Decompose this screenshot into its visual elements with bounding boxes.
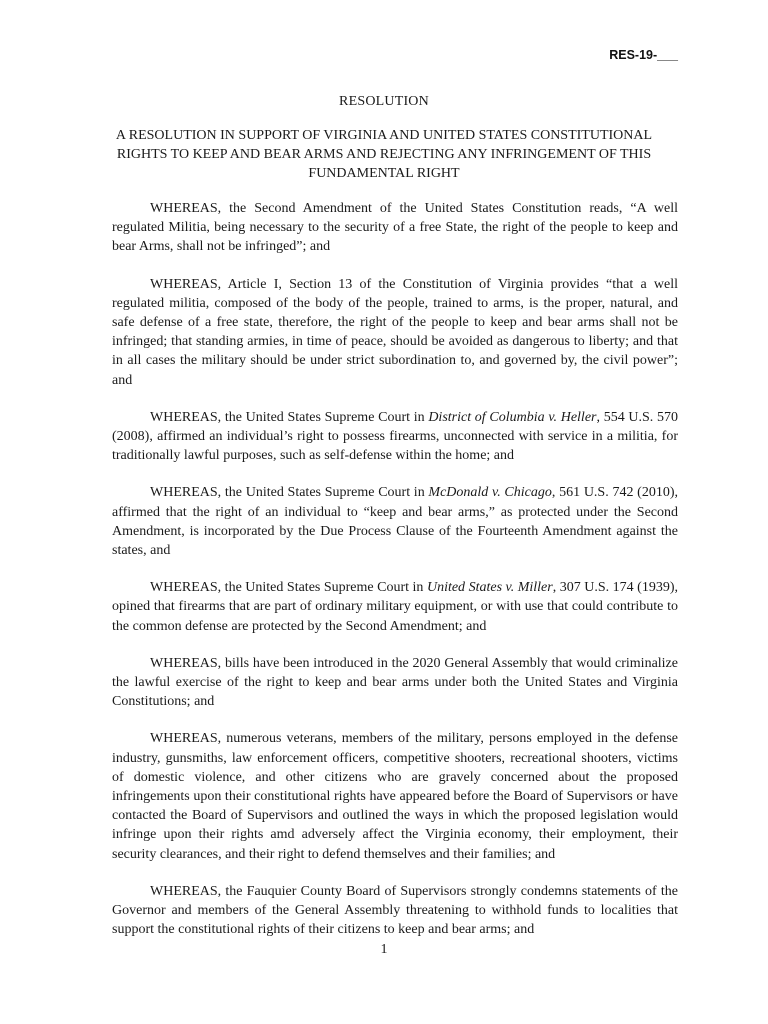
whereas-paragraph-2: WHEREAS, Article I, Section 13 of the Constitution of Virginia provides “that a well regulated militia, composed of the body of the people, trained to arms, is the proper, natural, and safe defense of a free state, therefore, the right of the people to keep and bear arms shall not be infringed; that standing armies, in time of peace, should be avoided as dangerous to liberty; and that in all cases the military should be under strict subordination to, and governed by, the civil power”; and <box>112 276 678 388</box>
paragraph-text: WHEREAS, the United States Supreme Court in <box>150 580 427 596</box>
paragraph-text: , 561 U.S. 742 (2010), affirmed that the right of an individual to “keep and bear arms,” as protected under the Second Amendment, is incorporated by the Due Process Clause of the Fourteenth Amendment against the states, and <box>112 485 678 559</box>
paragraph-text: , 307 U.S. 174 (1939), opined that firearms that are part of ordinary military equipment, or with use that could contribute to the common defense are protected by the Second Amendment; and <box>112 580 678 634</box>
whereas-paragraph-7: WHEREAS, numerous veterans, members of the military, persons employed in the defense industry, gunsmiths, law enforcement officers, competitive shooters, recreational shooters, victims of domestic violence, and other citizens who are gravely concerned about the proposed infringements upon their constitutional rights have appeared before the Board of Supervisors or have contacted the Board of Supervisors and outlined the ways in which the proposed legislation would infringe upon their rights amd adversely affect the Virginia economy, their employment, their security clearances, and their right to defend themselves and their families; and <box>112 731 678 862</box>
paragraph-text: , 554 U.S. 570 (2008), affirmed an individual’s right to possess firearms, unconnected with service in a militia, for traditionally lawful purposes, such as self-defense within the home; and <box>112 409 679 464</box>
whereas-paragraph-1: WHEREAS, the Second Amendment of the United States Constitution reads, “A well regulated Militia, being necessary to the security of a free State, the right of the people to keep and bear Arms, shall not be infringed”; and <box>112 201 678 255</box>
case-citation: McDonald v. Chicago <box>428 485 552 501</box>
whereas-paragraph-5 <box>112 578 678 636</box>
resolution-body <box>112 199 678 940</box>
resolution-number: RES-19-___ <box>609 48 678 62</box>
whereas-paragraph-3 <box>112 408 678 466</box>
paragraph-text: WHEREAS, the United States Supreme Court in <box>150 485 429 501</box>
document-subtitle: A RESOLUTION IN SUPPORT OF VIRGINIA AND UNITED STATES CONSTITUTIONAL RIGHTS TO KEEP AND BEAR ARMS AND REJECTING ANY INFRINGEMENT OF THIS FUNDAMENTAL RIGHT <box>115 128 653 181</box>
whereas-paragraph-4 <box>112 483 678 560</box>
paragraph-text: WHEREAS, the United States Supreme Court in <box>150 409 429 425</box>
document-title: RESOLUTION <box>339 94 429 109</box>
case-citation: District of Columbia v. Heller <box>428 409 597 425</box>
page-number: 1 <box>380 942 388 957</box>
whereas-paragraph-8: WHEREAS, the Fauquier County Board of Supervisors strongly condemns statements of the Governor and members of the General Assembly threatening to withhold funds to localities that support the constitutional rights of their citizens to keep and bear arms; and <box>112 883 678 938</box>
case-citation: United States v. Miller <box>426 580 553 596</box>
whereas-paragraph-6: WHEREAS, bills have been introduced in the 2020 General Assembly that would criminalize the lawful exercise of the right to keep and bear arms under both the United States and Virginia Constitutions; and <box>112 655 678 710</box>
